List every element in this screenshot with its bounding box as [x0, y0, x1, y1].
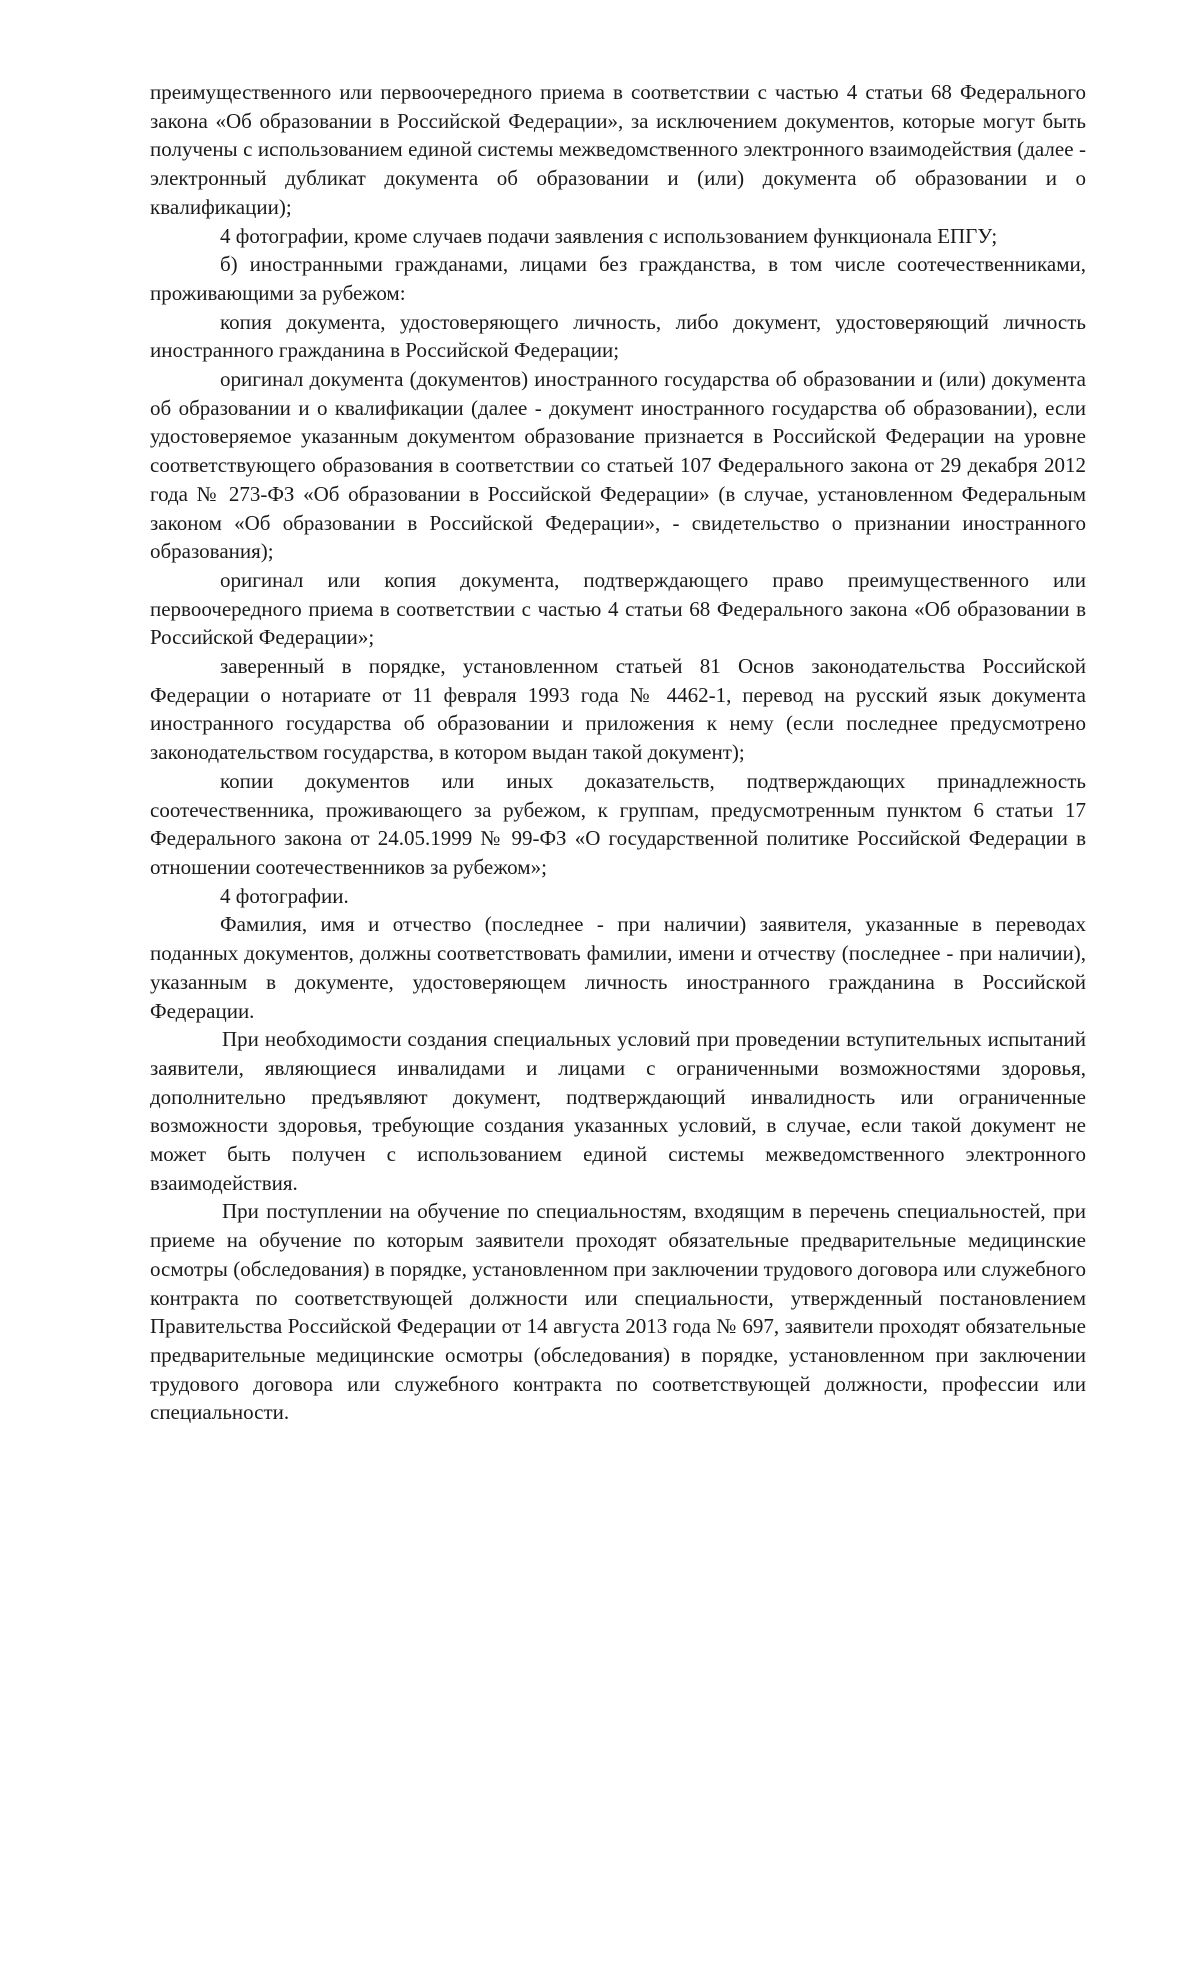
paragraph-notarized-translation: заверенный в порядке, установленном статьей 81 Основ законодательства Российской Федерации о нотариате от 11 февраля 1993 года № 4462-1, перевод на русский язык документа иностранного государства об образовании и приложения к нему (если последнее предусмотрено законодательством государства, в котором выдан такой документ); — [150, 654, 1086, 765]
paragraph-name-match: Фамилия, имя и отчество (последнее - при наличии) заявителя, указанные в переводах поданных документов, должны соответствовать фамилии, имени и отчеству (последнее - при наличии), указанным в документе, удостоверяющем личность иностранного гражданина в Российской Федерации. — [150, 912, 1086, 1023]
paragraph-continuation: преимущественного или первоочередного приема в соответствии с частью 4 статьи 68 Федерального закона «Об образовании в Российской Федерации», за исключением документов, которые могут быть получены с использованием единой системы межведомственного электронного взаимодействия (далее - электронный дубликат документа об образовании и (или) документа об образовании и о квалификации); — [150, 80, 1086, 219]
paragraph-foreign-citizens: б) иностранными гражданами, лицами без гражданства, в том числе соотечественниками, проживающими за рубежом: — [150, 252, 1086, 305]
paragraph-medical-examinations: При поступлении на обучение по специальностям, входящим в перечень специальностей, при приеме на обучение по которым заявители проходят обязательные предварительные медицинские осмотры (обследования) в порядке, установленном при заключении трудового договора или служебного контракта по соответствующей должности или специальности, утвержденный постановлением Правительства Российской Федерации от 14 августа 2013 года № 697, заявители проходят обязательные предварительные медицинские осмотры (обследования) в порядке, установленном при заключении трудового договора или служебного контракта по соответствующей должности, профессии или специальности. — [150, 1199, 1086, 1425]
paragraph-priority-right: оригинал или копия документа, подтверждающего право преимущественного или первоочередного приема в соответствии с частью 4 статьи 68 Федерального закона «Об образовании в Российской Федерации»; — [150, 567, 1086, 650]
document-body — [150, 78, 1086, 1427]
paragraph-photos-epgu: 4 фотографии, кроме случаев подачи заявления с использованием функционала ЕПГУ; — [220, 223, 998, 248]
paragraph-identity-copy: копия документа, удостоверяющего личность, либо документ, удостоверяющий личность иностранного гражданина в Российской Федерации; — [150, 309, 1086, 363]
paragraph-photos: 4 фотографии. — [220, 883, 349, 908]
paragraph-foreign-education-document: оригинал документа (документов) иностранного государства об образовании и (или) документа об образовании и о квалификации (далее - документ иностранного государства об образовании), если удостоверяемое указанным документом образование признается в Российской Федерации на уровне соответствующего образования в соответствии со статьей 107 Федерального закона от 29 декабря 2012 года № 273-ФЗ «Об образовании в Российской Федерации» (в случае, установленном Федеральным законом «Об образовании в Российской Федерации», - свидетельство о признании иностранного образования); — [150, 367, 1086, 564]
paragraph-compatriot-evidence: копии документов или иных доказательств, подтверждающих принадлежность соотечественника, проживающего за рубежом, к группам, предусмотренным пунктом 6 статьи 17 Федерального закона от 24.05.1999 № 99-ФЗ «О государственной политике Российской Федерации в отношении соотечественников за рубежом»; — [150, 768, 1086, 879]
paragraph-special-conditions: При необходимости создания специальных условий при проведении вступительных испытаний заявители, являющиеся инвалидами и лицами с ограниченными возможностями здоровья, дополнительно предъявляют документ, подтверждающий инвалидность или ограниченные возможности здоровья, требующие создания указанных условий, в случае, если такой документ не может быть получен с использованием единой системы межведомственного электронного взаимодействия. — [150, 1027, 1086, 1195]
